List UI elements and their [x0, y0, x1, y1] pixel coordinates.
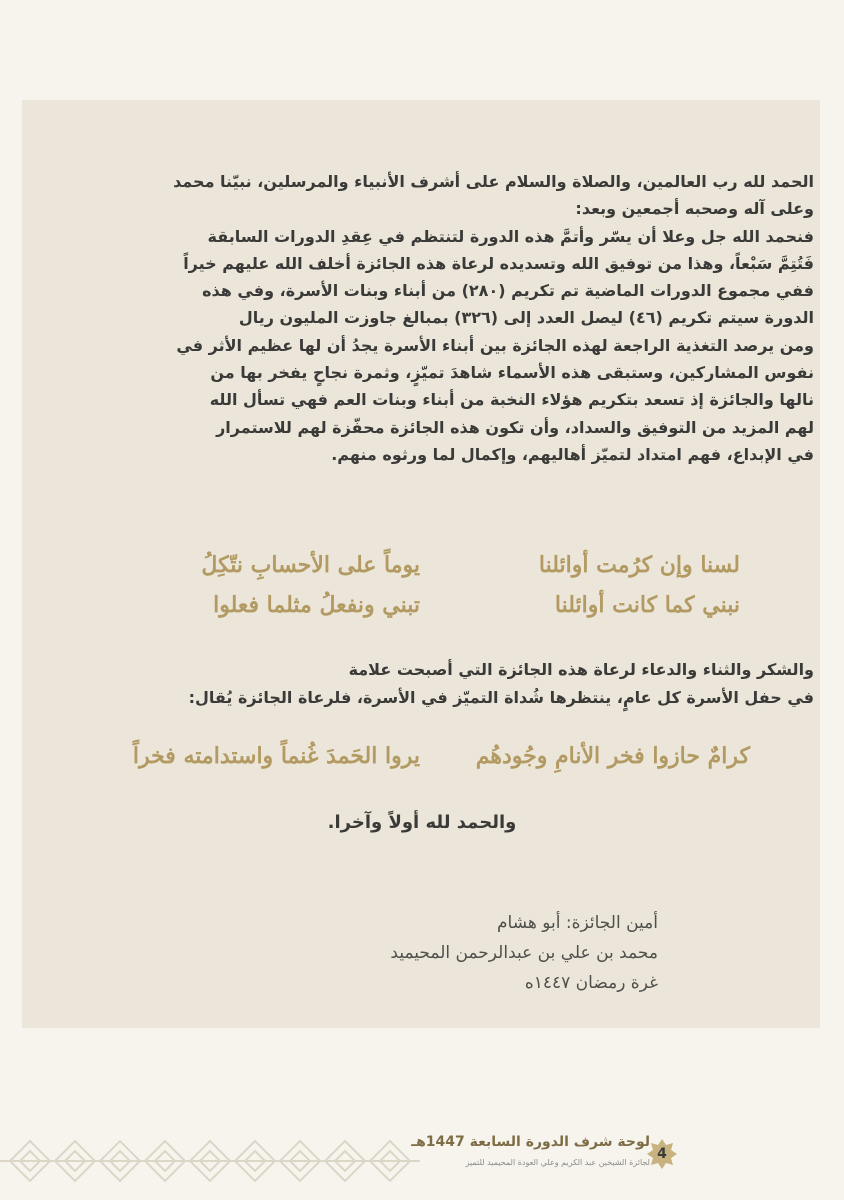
geometric-ornament-icon — [0, 1126, 420, 1196]
thanks-line: والشكر والثناء والدعاء لرعاة هذه الجائزة التي أصبحت علامة — [348, 660, 814, 679]
poem-second-hemistich: يروا الحَمدَ غُنماً واستدامته فخراً — [132, 743, 420, 769]
intro-line: ومن يرصد التغذية الراجعة لهذه الجائزة بين أبناء الأسرة يجدُ أن لها عظيم الأثر في — [176, 335, 814, 355]
intro-line: لهم المزيد من التوفيق والسداد، وأن تكون هذه الجائزة محفّزة لهم للاستمرار — [216, 417, 814, 437]
signature-block — [390, 908, 658, 998]
poem-verse — [100, 585, 740, 625]
poem-verse — [100, 545, 740, 585]
signature-role: أمين الجائزة: أبو هشام — [497, 913, 658, 933]
praise-verse — [90, 736, 750, 776]
thanks-paragraph — [24, 656, 814, 712]
footer-subtitle: لجائزة الشيخين عبد الكريم وعلي العودة المحيميد للتميز — [465, 1158, 650, 1167]
intro-line: الدورة سيتم تكريم (٤٦) ليصل العدد إلى (٣٢٦) بمبالغ جاوزت المليون ريال — [238, 308, 814, 328]
intro-line: وعلى آله وصحبه أجمعين وبعد: — [575, 199, 814, 219]
poem-second-hemistich: يوماً على الأحسابِ نتّكِلُ — [201, 552, 420, 578]
page-number-badge — [647, 1139, 677, 1169]
thanks-line: في حفل الأسرة كل عامٍ، ينتظرها شُداة التميّز في الأسرة، فلرعاة الجائزة يُقال: — [188, 688, 814, 707]
intro-line: نفوس المشاركين، وستبقى هذه الأسماء شاهدَ تميّزٍ، وثمرة نجاحٍ يفخر بها من — [210, 363, 814, 383]
intro-line: فنحمد الله جل وعلا أن يسّر وأتمَّ هذه الدورة لتنتظم في عِقدِ الدورات السابقة — [207, 226, 814, 246]
intro-line: فَتُتِمَّ سَبْعاً، وهذا من توفيق الله وتسديده لرعاة هذه الجائزة أخلف الله عليهم خيراً — [183, 253, 814, 273]
intro-line: نالها والجائزة إذ تسعد بتكريم هؤلاء النخبة من أبناء وبنات العم فهي تسأل الله — [209, 390, 814, 410]
poem-verses — [100, 545, 740, 625]
signature-date: غرة رمضان ١٤٤٧ه — [524, 973, 658, 993]
intro-paragraph — [24, 168, 814, 468]
signature-name: محمد بن علي بن عبدالرحمن المحيميد — [390, 943, 658, 963]
intro-line: الحمد لله رب العالمين، والصلاة والسلام على أشرف الأنبياء والمرسلين، نبيّنا محمد — [173, 172, 814, 191]
poem-verse — [90, 736, 750, 776]
intro-line: ففي مجموع الدورات الماضية تم تكريم (٢٨٠) من أبناء وبنات الأسرة، وفي هذه — [202, 281, 814, 301]
poem-first-hemistich: نبني كما كانت أوائلنا — [554, 592, 740, 618]
closing-line: والحمد لله أولاً وآخرا. — [327, 812, 517, 833]
poem-first-hemistich: لسنا وإن كرُمت أوائلنا — [538, 552, 740, 578]
page-number: 4 — [657, 1146, 667, 1162]
poem-second-hemistich: تبني ونفعلُ مثلما فعلوا — [213, 592, 420, 618]
intro-line: في الإبداع، فهم امتداد لتميّز أهاليهم، وإكمال لما ورثوه منهم. — [331, 444, 814, 464]
poem-first-hemistich: كرامٌ حازوا فخر الأنامِ وجُودهُم — [475, 743, 750, 769]
footer-title: لوحة شرف الدورة السابعة 1447هـ — [411, 1134, 650, 1150]
